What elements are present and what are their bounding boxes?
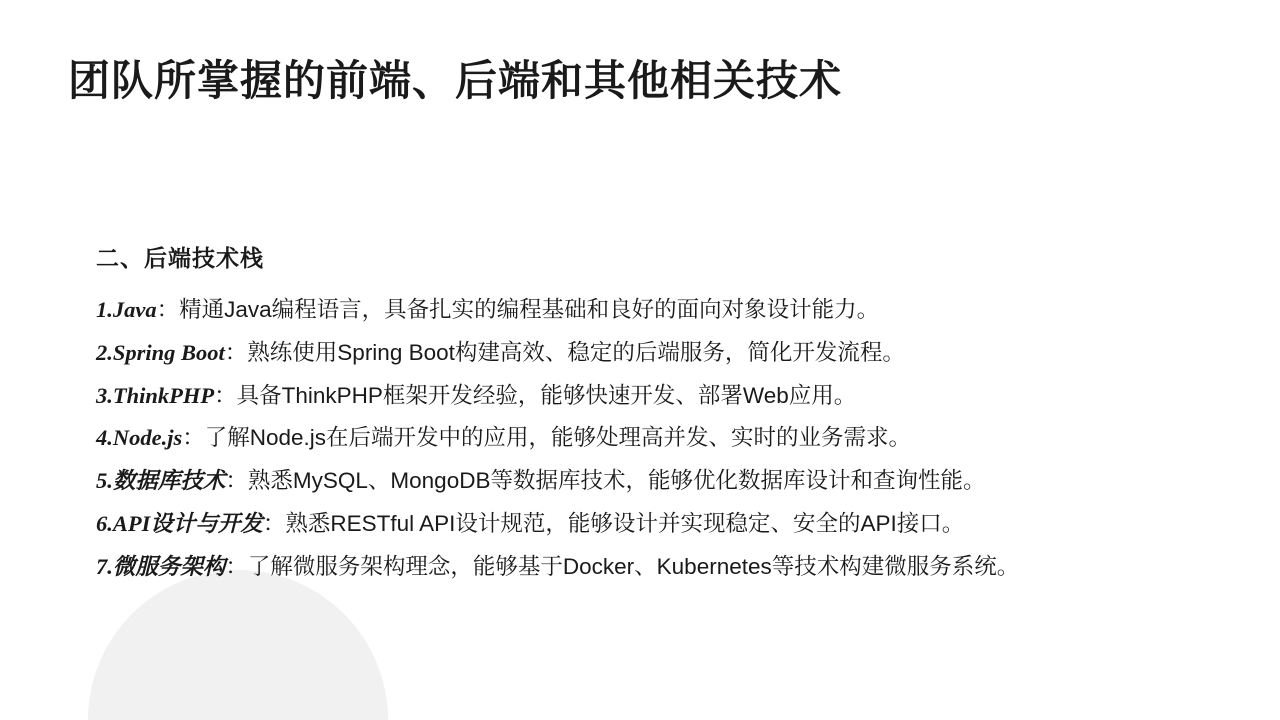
list-item-lead: 3.ThinkPHP	[96, 382, 215, 408]
list-item-body: ：了解微服务架构理念，能够基于Docker、Kubernetes等技术构建微服务系统。	[225, 553, 1020, 579]
list-item	[96, 546, 1206, 589]
page-title: 团队所掌握的前端、后端和其他相关技术	[68, 57, 843, 104]
list-item-body: ：熟练使用Spring Boot构建高效、稳定的后端服务，简化开发流程。	[224, 339, 905, 365]
list-item-lead: 2.Spring Boot	[96, 339, 225, 365]
list-item-body: ：熟悉MySQL、MongoDB等数据库技术，能够优化数据库设计和查询性能。	[225, 468, 986, 493]
decorative-circle-shape	[88, 570, 388, 720]
list-item-lead: 5.数据库技术	[96, 468, 226, 493]
section-heading: 二、后端技术栈	[96, 246, 264, 271]
list-item	[96, 503, 1206, 546]
list-item	[96, 460, 1206, 503]
list-item-body: ：了解Node.js在后端开发中的应用，能够处理高并发、实时的业务需求。	[182, 425, 912, 451]
decorative-arc-shape	[1099, 0, 1280, 199]
list-item-lead: 1.Java	[96, 297, 157, 322]
list-item	[96, 375, 1206, 418]
list-item-lead: 6.API设计与开发	[96, 510, 263, 536]
list-item-body: ：熟悉RESTful API设计规范，能够设计并实现稳定、安全的API接口。	[262, 510, 965, 536]
list-item	[96, 417, 1206, 460]
list-item	[96, 289, 1206, 332]
content-body	[96, 240, 1206, 588]
list-item-body: ：具备ThinkPHP框架开发经验，能够快速开发、部署Web应用。	[214, 382, 857, 408]
list-item-lead: 7.微服务架构	[96, 553, 226, 579]
list-item-body: ：精通Java编程语言，具备扎实的编程基础和良好的面向对象设计能力。	[156, 297, 880, 322]
list-item	[96, 332, 1206, 375]
list-item-lead: 4.Node.js	[96, 425, 183, 451]
